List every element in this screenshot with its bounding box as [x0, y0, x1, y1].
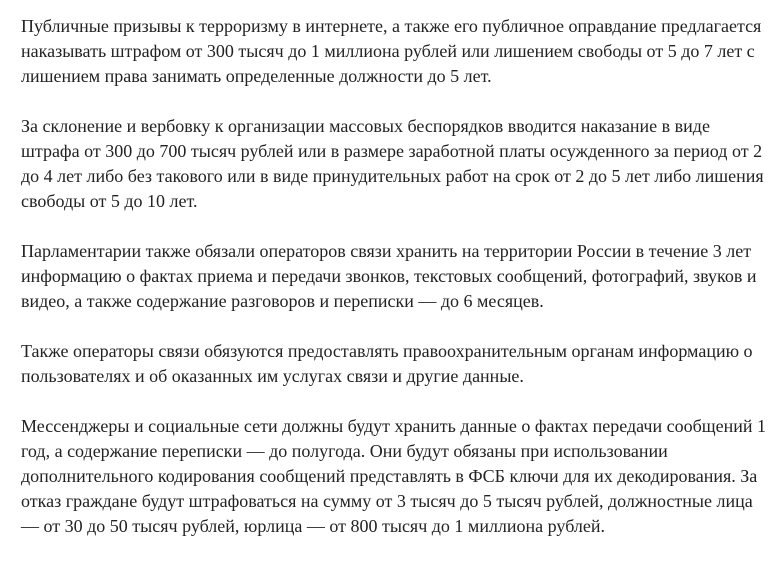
article-paragraph-3: Парламентарии также обязали операторов связи хранить на территории России в течение 3 лет информацию о фактах приема и передачи звонков, текстовых сообщений, фотографий, звуков и видео, а также содержание разговоров и переписки — до 6 месяцев. — [21, 241, 757, 311]
article-paragraph-1: Публичные призывы к терроризму в интернете, а также его публичное оправдание предлагается наказывать штрафом от 300 тысяч до 1 миллиона рублей или лишением свободы от 5 до 7 лет с лишением права занимать определенные должности до 5 лет. — [21, 16, 762, 86]
article-paragraph-4: Также операторы связи обязуются предоставлять правоохранительным органам информацию о пользователях и об оказанных им услугах связи и другие данные. — [21, 341, 753, 386]
article-paragraph-5: Мессенджеры и социальные сети должны будут хранить данные о фактах передачи сообщений 1 год, а содержание переписки — до полугода. Они будут обязаны при использовании дополнительного кодирования сообщений представлять в ФСБ ключи для их декодирования. За отказ граждане будут штрафоваться на сумму от 3 тысяч до 5 тысяч рублей, должностные лица — от 30 до 50 тысяч рублей, юрлица — от 800 тысяч до 1 миллиона рублей. — [21, 416, 766, 536]
article-paragraph-2: За склонение и вербовку к организации массовых беспорядков вводится наказание в виде штрафа от 300 до 700 тысяч рублей или в размере заработной платы осужденного за период от 2 до 4 лет либо без такового или в виде принудительных работ на срок от 2 до 5 лет либо лишения свободы от 5 до 10 лет. — [21, 116, 764, 211]
